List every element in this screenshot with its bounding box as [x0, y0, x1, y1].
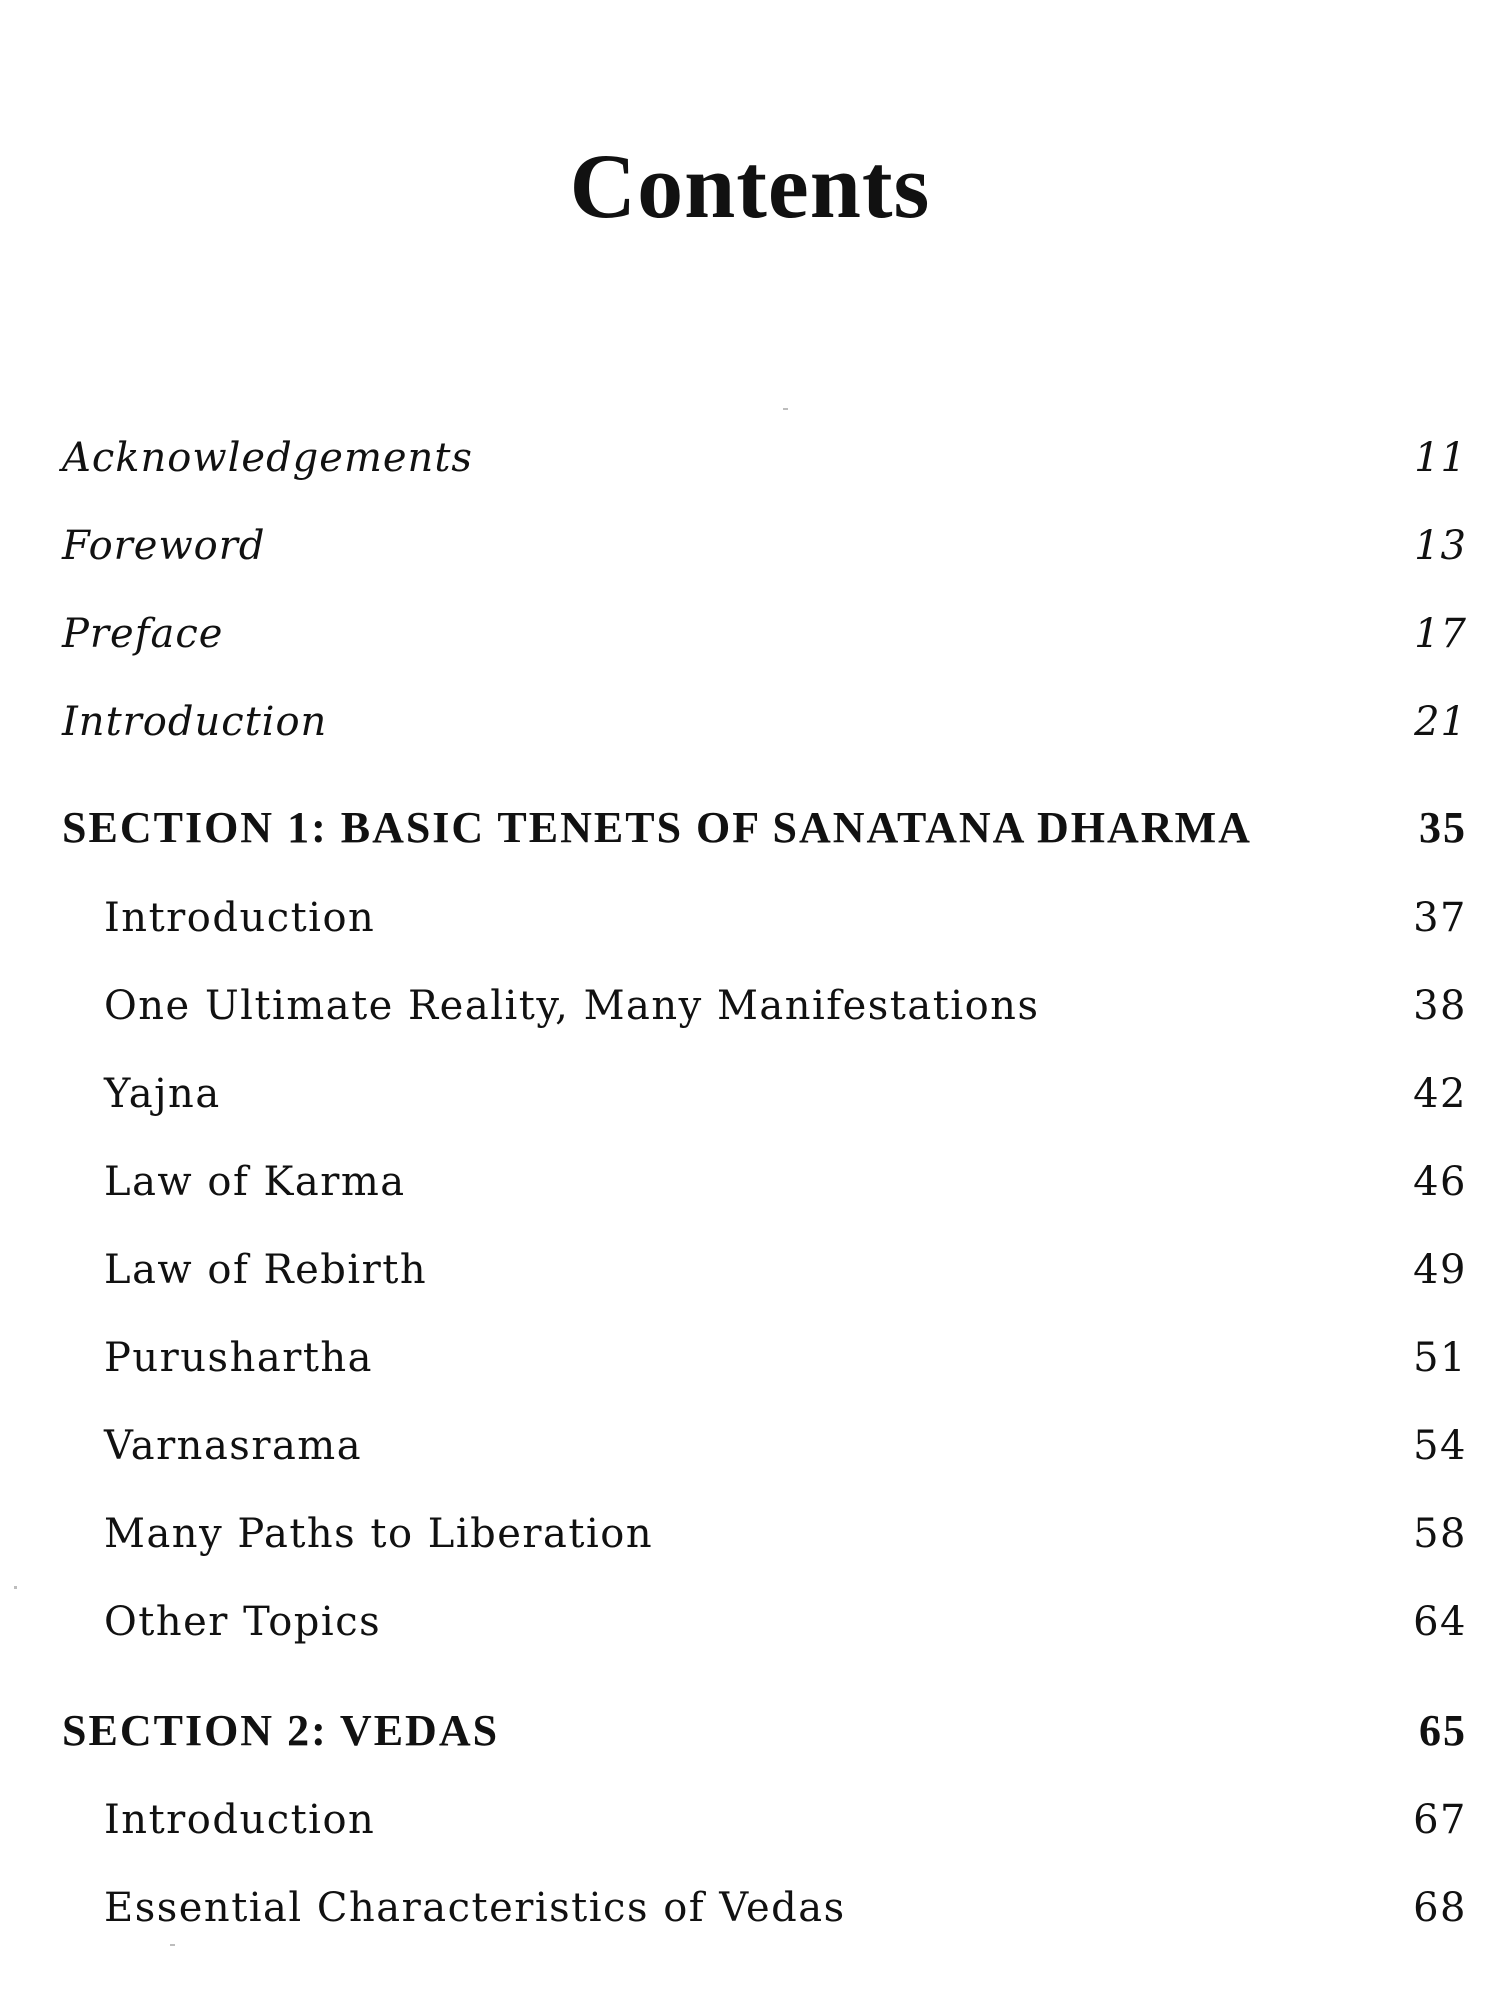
- toc-subentry[interactable]: [104, 1064, 1467, 1124]
- scan-speck: [14, 1586, 17, 1589]
- page-title: Contents: [569, 135, 931, 237]
- scan-speck: [170, 1944, 175, 1946]
- toc-subentry-label: Other Topics: [104, 1599, 382, 1645]
- toc-subentry-page: 54: [1413, 1423, 1467, 1469]
- toc-entry-page: 11: [1414, 435, 1467, 481]
- toc-entry-page: 17: [1414, 611, 1467, 657]
- toc-subentry-page: 38: [1413, 983, 1467, 1029]
- toc-subentry-page: 68: [1413, 1885, 1467, 1931]
- toc-subentry[interactable]: [104, 1328, 1467, 1388]
- toc-entry-label: Acknowledgements: [62, 435, 473, 481]
- toc-section-page: 35: [1419, 802, 1467, 852]
- toc-subentry[interactable]: [104, 1504, 1467, 1564]
- toc-subentry-page: 46: [1413, 1159, 1467, 1205]
- toc-entry-introduction[interactable]: [62, 692, 1467, 752]
- toc-subentry-page: 64: [1413, 1599, 1467, 1645]
- toc-subentry-page: 49: [1413, 1247, 1467, 1293]
- toc-subentry[interactable]: [104, 1416, 1467, 1476]
- toc-entry-foreword[interactable]: [62, 516, 1467, 576]
- toc-entry-preface[interactable]: [62, 604, 1467, 664]
- toc-section-2[interactable]: [62, 1700, 1467, 1760]
- toc-entry-page: 21: [1414, 699, 1467, 745]
- toc-entry-label: Preface: [62, 611, 224, 657]
- toc-subentry[interactable]: [104, 976, 1467, 1036]
- toc-section-heading: SECTION 1: BASIC TENETS OF SANATANA DHARMA: [62, 802, 1252, 852]
- toc-subentry[interactable]: [104, 1152, 1467, 1212]
- toc-subentry-label: Introduction: [104, 895, 376, 941]
- toc-subentry-page: 58: [1413, 1511, 1467, 1557]
- toc-subentry-label: Introduction: [104, 1797, 376, 1843]
- toc-subentry[interactable]: [104, 1592, 1467, 1652]
- toc-subentry[interactable]: [104, 1878, 1467, 1938]
- toc-subentry-label: Purushartha: [104, 1335, 373, 1381]
- toc-entry-label: Foreword: [62, 523, 266, 569]
- toc-subentry-label: One Ultimate Reality, Many Manifestations: [104, 983, 1040, 1029]
- toc-subentry-label: Varnasrama: [104, 1423, 363, 1469]
- toc-subentry-page: 67: [1413, 1797, 1467, 1843]
- toc-entry-acknowledgements[interactable]: [62, 428, 1467, 488]
- toc-subentry[interactable]: [104, 1790, 1467, 1850]
- toc-subentry[interactable]: [104, 888, 1467, 948]
- toc-subentry[interactable]: [104, 1240, 1467, 1300]
- toc-subentry-page: 51: [1413, 1335, 1467, 1381]
- toc-section-heading: SECTION 2: VEDAS: [62, 1705, 500, 1755]
- toc-subentry-label: Law of Karma: [104, 1159, 406, 1205]
- toc-subentry-label: Law of Rebirth: [104, 1247, 428, 1293]
- toc-entry-label: Introduction: [62, 699, 328, 745]
- toc-subentry-label: Yajna: [104, 1071, 221, 1117]
- toc-section-page: 65: [1419, 1705, 1467, 1755]
- scan-speck: [783, 408, 788, 410]
- toc-section-1[interactable]: [62, 797, 1467, 857]
- toc-subentry-label: Many Paths to Liberation: [104, 1511, 654, 1557]
- toc-entry-page: 13: [1414, 523, 1467, 569]
- toc-subentry-label: Essential Characteristics of Vedas: [104, 1885, 846, 1931]
- toc-subentry-page: 42: [1413, 1071, 1467, 1117]
- toc-subentry-page: 37: [1413, 895, 1467, 941]
